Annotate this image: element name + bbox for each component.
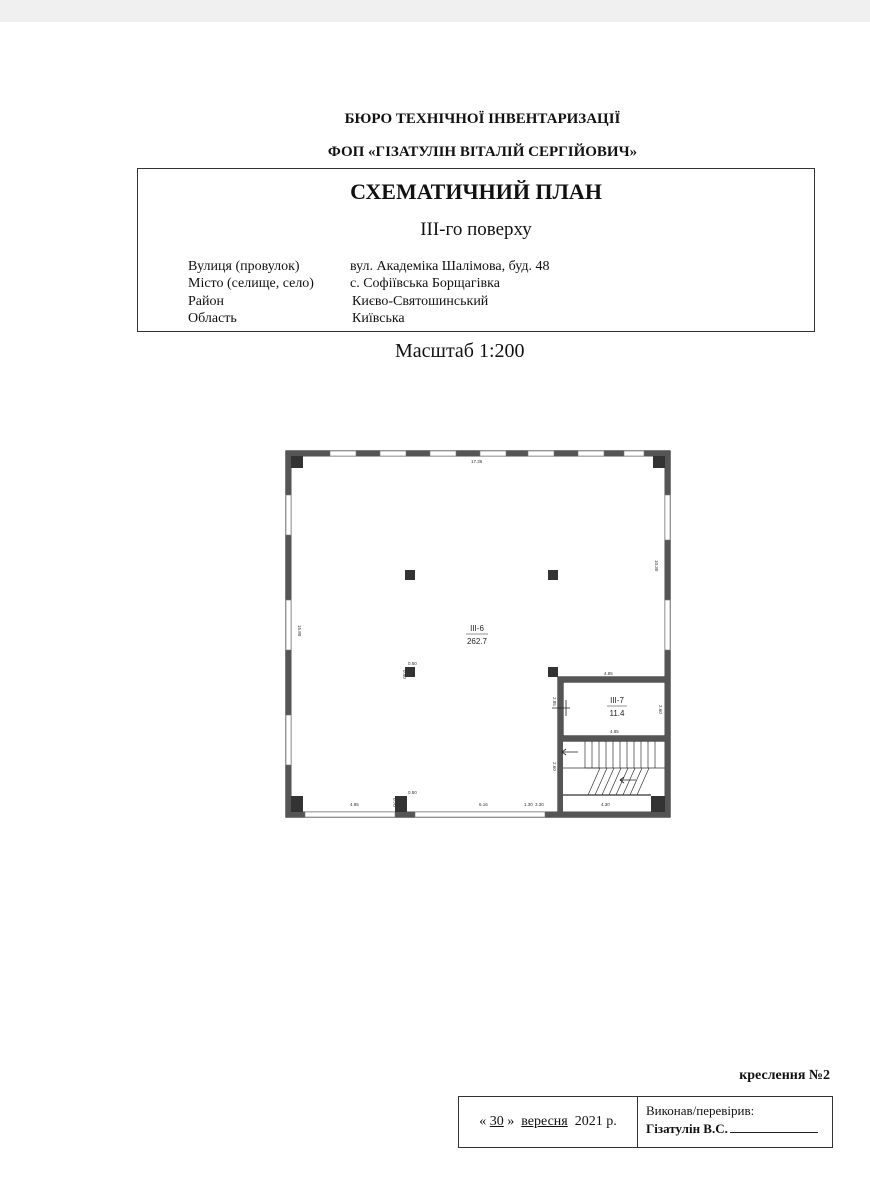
date-month: вересня — [521, 1114, 568, 1129]
date-cell: « 30 » вересня 2021 р. — [459, 1097, 638, 1147]
scale-label: Масштаб 1:200 — [395, 340, 525, 362]
bureau-title: БЮРО ТЕХНІЧНОЇ ІНВЕНТАРИЗАЦІЇ — [344, 111, 621, 127]
dim-bottom-b: 0.70 — [392, 798, 397, 807]
performed-label: Виконав/перевірив: — [646, 1103, 755, 1118]
plan-title: СХЕМАТИЧНИЙ ПЛАН — [350, 179, 602, 204]
dim-room7-top: 4.85 — [604, 671, 613, 676]
street-label: Вулиця (провулок) — [188, 259, 300, 274]
dim-top: 17.36 — [471, 459, 483, 464]
date-day: 30 — [489, 1114, 504, 1129]
city-label: Місто (селище, село) — [188, 276, 314, 291]
district-value: Києво-Святошинський — [352, 294, 489, 309]
room-6-area: 262.7 — [466, 637, 488, 646]
room-7-id: ІІІ-7 — [610, 696, 624, 705]
city-value: с. Софіївська Борщагівка — [350, 276, 500, 291]
dim-bottom-e: 1.30 — [524, 802, 533, 807]
signature-box — [458, 1096, 833, 1148]
dim-bottom-a: 4.85 — [350, 802, 359, 807]
drawing-number: креслення №2 — [739, 1068, 830, 1083]
date-year: 2021 р. — [574, 1114, 617, 1129]
performer-name: Гізатулін В.С. — [646, 1121, 728, 1136]
dim-stair-left: 2.60 — [552, 762, 557, 771]
dim-room7-right: 2.60 — [658, 705, 663, 714]
dim-bottom-g: 4.30 — [601, 802, 610, 807]
dim-room7-bottom: 4.85 — [610, 729, 619, 734]
dim-bottom-c: 0.50 — [408, 790, 417, 795]
dim-bottom-f: 3.30 — [535, 802, 544, 807]
dim-right: 10.30 — [654, 560, 659, 572]
district-label: Район — [188, 294, 224, 309]
street-value: вул. Академіка Шалімова, буд. 48 — [350, 259, 550, 274]
plan-subtitle: ІІІ-го поверху — [420, 219, 532, 240]
company-name: ФОП «ГІЗАТУЛІН ВІТАЛІЙ СЕРГІЙОВИЧ» — [327, 144, 638, 160]
room-7-area: 11.4 — [609, 709, 625, 718]
region-label: Область — [188, 311, 237, 326]
dim-col-a: 0.50 — [408, 661, 417, 666]
room-6-id: ІІІ-6 — [470, 624, 484, 633]
dim-col-b: 0.50 — [402, 670, 407, 679]
performer-cell — [638, 1097, 832, 1147]
region-value: Київська — [352, 311, 405, 326]
signature-line — [730, 1132, 818, 1133]
dim-room7-left: 2.85 — [552, 697, 557, 706]
dim-left: 15.80 — [297, 625, 302, 637]
dim-bottom-d: 6.16 — [479, 802, 488, 807]
